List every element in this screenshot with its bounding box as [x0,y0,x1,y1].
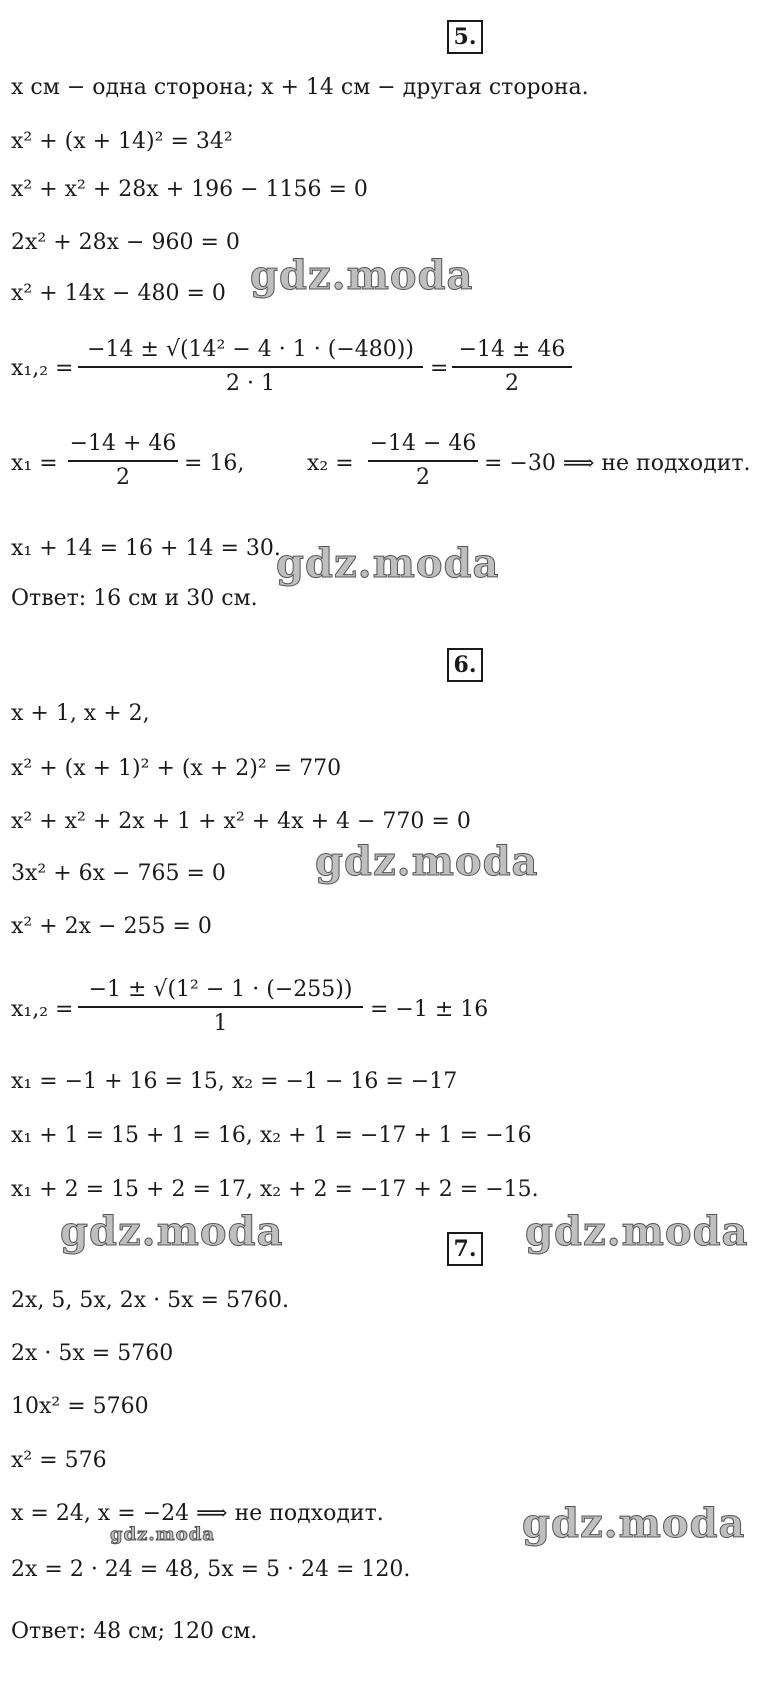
task-5-line-5: x² + 14x − 480 = 0 [11,281,226,306]
task-5-x1-fraction [68,430,178,492]
task-6-formula-lhs: x₁,₂ = [11,997,74,1022]
fraction-bar [68,460,178,462]
task-5-number: 5. [447,20,483,54]
task-5-x2-numerator: −14 − 46 [369,431,477,456]
task-5-x1-lhs: x₁ = [11,451,58,476]
task-5-line-2: x² + (x + 14)² = 34² [11,129,233,154]
task-6-after-3: x₁ + 2 = 15 + 2 = 17, x₂ + 2 = −17 + 2 = −15. [11,1177,539,1202]
watermark: gdz.moda [525,1208,749,1255]
task-5-line-3: x² + x² + 28x + 196 − 1156 = 0 [11,177,368,202]
task-5-x1-numerator: −14 + 46 [69,431,177,456]
task-5-fraction-1 [78,336,423,398]
fraction-bar [78,366,423,368]
task-5-line-4: 2x² + 28x − 960 = 0 [11,230,240,255]
fraction-bar [78,1006,363,1008]
task-5-x2-denominator: 2 [416,465,430,490]
task-5-x2-lhs: x₂ = [307,451,354,476]
watermark: gdz.moda [276,540,500,587]
fraction-bar [368,460,478,462]
task-6-line-2: x² + (x + 1)² + (x + 2)² = 770 [11,756,342,781]
task-6-formula-rhs: = −1 ± 16 [370,997,489,1022]
task-5-formula-eq: = [430,356,449,381]
task-5-answer: Ответ: 16 см и 30 см. [11,586,258,611]
task-6-line-1: x + 1, x + 2, [11,701,150,726]
watermark: gdz.moda [110,1524,215,1545]
watermark: gdz.moda [60,1208,284,1255]
task-7-line-5: x = 24, x = −24 ⟹ не подходит. [11,1501,384,1526]
task-5-fraction-2 [452,336,572,398]
task-6-line-3: x² + x² + 2x + 1 + x² + 4x + 4 − 770 = 0 [11,809,471,834]
task-5-formula-lhs: x₁,₂ = [11,356,74,381]
task-7-line-3: 10x² = 5760 [11,1394,149,1419]
task-5-line-1: x см − одна сторона; x + 14 см − другая сторона. [11,75,589,100]
task-7-line-2: 2x · 5x = 5760 [11,1341,174,1366]
task-6-fraction-1 [78,976,363,1038]
task-6-after-1: x₁ = −1 + 16 = 15, x₂ = −1 − 16 = −17 [11,1069,458,1094]
task-5-x2-fraction [368,430,478,492]
task-5-fraction-2-numerator: −14 ± 46 [458,337,566,362]
task-7-answer: Ответ: 48 см; 120 см. [11,1619,258,1644]
task-6-after-2: x₁ + 1 = 15 + 1 = 16, x₂ + 1 = −17 + 1 = −16 [11,1123,532,1148]
task-5-fraction-1-denominator: 2 · 1 [226,371,275,396]
fraction-bar [452,366,572,368]
task-7-line-1: 2x, 5, 5x, 2x · 5x = 5760. [11,1288,289,1313]
task-5-line-after: x₁ + 14 = 16 + 14 = 30. [11,536,281,561]
task-7-line-4: x² = 576 [11,1448,107,1473]
task-6-fraction-1-numerator: −1 ± √(1² − 1 · (−255)) [88,977,353,1002]
watermark: gdz.moda [522,1500,746,1547]
task-6-number: 6. [447,648,483,682]
task-5-fraction-2-denominator: 2 [505,371,519,396]
task-7-number: 7. [447,1232,483,1266]
task-7-line-6: 2x = 2 · 24 = 48, 5x = 5 · 24 = 120. [11,1557,411,1582]
task-6-line-4: 3x² + 6x − 765 = 0 [11,861,226,886]
task-6-fraction-1-denominator: 1 [213,1011,228,1036]
task-5-x2-rhs: = −30 ⟹ не подходит. [484,451,751,476]
watermark: gdz.moda [250,252,474,299]
task-6-line-5: x² + 2x − 255 = 0 [11,914,212,939]
task-5-fraction-1-numerator: −14 ± √(14² − 4 · 1 · (−480)) [87,337,414,362]
task-5-x1-denominator: 2 [116,465,130,490]
task-5-x1-rhs: = 16, [184,451,245,476]
watermark: gdz.moda [315,838,539,885]
